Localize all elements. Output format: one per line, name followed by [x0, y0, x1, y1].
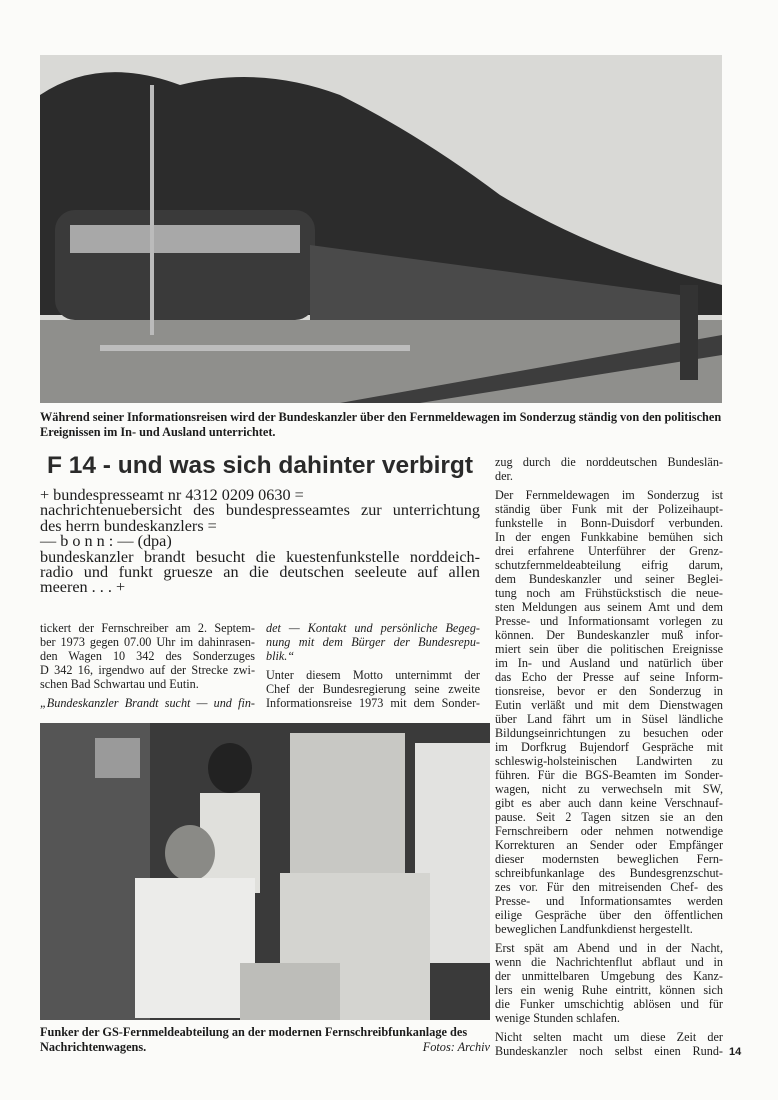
article-column-3 — [495, 455, 723, 1063]
text-line: In der engen Funkkabine bemühen sich — [495, 530, 723, 544]
text-line: ber 1973 gegen 07.00 Uhr im dahinrasen- — [40, 635, 255, 649]
train-photo — [40, 55, 722, 403]
text-line: Nicht selten macht um diese Zeit der — [495, 1030, 723, 1044]
text-line: „Bundeskanzler Brandt sucht — und fin- — [40, 696, 255, 710]
text-line: ständig über Funk mit der Polizeihaupt- — [495, 502, 723, 516]
text-line: sten Meldungen aus seinem Amt und dem — [495, 600, 723, 614]
text-line: Der Fernmeldewagen im Sonderzug ist — [495, 488, 723, 502]
text-line: zes vor. Für den mitreisenden Chef- des — [495, 880, 723, 894]
paragraph — [40, 547, 480, 597]
text-line: schleswig-holsteinischen Landwirten zu — [495, 754, 723, 768]
text-line: im In- und Ausland und natürlich über — [495, 656, 723, 670]
text-line: radio und funkt gruesze an die deutschen seeleute auf allen — [40, 562, 480, 581]
text-line: des herrn bundeskanzlers = — [40, 516, 217, 535]
paragraph — [495, 941, 723, 1025]
text-line: eilige Gespräche über den öffentlichen — [495, 908, 723, 922]
photo-credit: Fotos: Archiv — [422, 1039, 490, 1054]
photo-caption: Während seiner Informationsreisen wird der Bundeskanzler über den Fernmeldewagen im Sonderzug ständig von den politischen Ereignissen im In- und Ausland unterrichtet. — [40, 410, 722, 439]
page-number: 14 — [729, 1046, 742, 1058]
text-line: Eutin verläßt und mit dem Dienstwagen — [495, 698, 723, 712]
text-line: schutzfernmeldeabteilung eifrig darum, — [495, 558, 723, 572]
text-line: der unmittelbaren Umgebung des Kanz- — [495, 969, 723, 983]
text-line: Presse- und Informationsamtes werden — [495, 894, 723, 908]
paragraph — [266, 621, 480, 663]
text-line: Chef der Bundesregierung seine zweite — [266, 682, 480, 696]
text-line: Presse- und Informationsamt vorlegen zu — [495, 614, 723, 628]
paragraph — [495, 488, 723, 936]
paragraph — [40, 696, 255, 710]
text-line: nung mit dem Bürger der Bundesrepu- — [266, 635, 480, 649]
text-line: Informationsreise 1973 mit dem Sonder- — [266, 696, 480, 710]
article-title: F 14 - und was sich dahinter verbirgt — [46, 452, 474, 479]
radio-operators-photo — [40, 723, 490, 1020]
text-line: können. Der Bundeskanzler muß infor- — [495, 628, 723, 642]
paragraph — [40, 503, 480, 534]
article-column-2 — [266, 621, 480, 715]
text-line: tung noch am Frühstückstisch die neue- — [495, 586, 723, 600]
text-line: die Funker umschichtig ablösen und für — [495, 997, 723, 1011]
text-line: bundeskanzler brandt besucht die kuestenfunkstelle norddeich- — [40, 547, 480, 566]
text-line: zug durch die norddeutschen Bundeslän- — [495, 455, 723, 469]
text-line: Bundeskanzler noch selbst einen Rund- — [495, 1044, 723, 1058]
text-line: Erst spät am Abend und in der Nacht, — [495, 941, 723, 955]
paragraph — [495, 1030, 723, 1058]
caption-text: Funker der GS-Fernmeldeabteilung an der modernen Fernschreibfunkanlage des Nachrichtenwagens. — [40, 1025, 468, 1054]
train-photo-image — [40, 55, 722, 403]
text-line: dem Bundeskanzler und seiner Beglei- — [495, 572, 723, 586]
paragraph — [40, 621, 255, 691]
telex-message — [40, 488, 480, 596]
radio-operators-photo-image — [40, 723, 490, 1020]
text-line: im Dorfkrug Bujendorf Gespräche mit — [495, 740, 723, 754]
text-line: dieser modernsten beweglichen Fern- — [495, 852, 723, 866]
text-line: schen Bad Schwartau und Eutin. — [40, 677, 199, 691]
text-line: blik.“ — [266, 649, 295, 663]
text-line: schreibfunkanlage des Bundesgrenzschut- — [495, 866, 723, 880]
text-line: pause. Seit 2 Tagen sitzen sie an den — [495, 810, 723, 824]
text-line: gibt es aber auch dann keine Verschnauf- — [495, 796, 723, 810]
text-line: beweglichen Landfunkdienst hergestellt. — [495, 922, 693, 936]
text-line: miert sein über die politischen Ereignisse — [495, 642, 723, 656]
article-column-1 — [40, 621, 255, 715]
text-line: den Wagen 10 342 des Sonderzuges — [40, 649, 255, 663]
text-line: Fernschreibern oder nehmen notwendige — [495, 824, 723, 838]
text-line: führen. Für die BGS-Beamten im Sonder- — [495, 768, 723, 782]
paragraph — [266, 668, 480, 710]
text-line: Korrekturen an Sender oder Empfänger — [495, 838, 723, 852]
text-line: drei erfahrene Unterführer der Grenz- — [495, 544, 723, 558]
text-line: + bundespresseamt nr 4312 0209 0630 = — [40, 486, 304, 504]
text-line: lers ein wenig Ruhe eintritt, können sich — [495, 983, 723, 997]
text-line: funkstelle in Bonn-Duisdorf verbunden. — [495, 516, 723, 530]
paragraph — [495, 455, 723, 483]
text-line: das Echo der Presse auf seine Inform- — [495, 670, 723, 684]
text-line: tionsreise, bevor er den Sonderzug in — [495, 684, 723, 698]
text-line: Bildungseinrichtungen zu besuchen oder — [495, 726, 723, 740]
photo-caption — [40, 1025, 490, 1054]
text-line: — b o n n : — (dpa) — [40, 532, 172, 551]
text-line: wagen, nicht zu verwechseln mit SW, — [495, 782, 723, 796]
text-line: tickert der Fernschreiber am 2. Septem- — [40, 621, 255, 635]
text-line: der. — [495, 469, 513, 483]
text-line: meeren . . . + — [40, 578, 126, 597]
text-line: wenn die Nachrichtenflut abflaut und in — [495, 955, 723, 969]
text-line: Unter diesem Motto unternimmt der — [266, 668, 480, 682]
text-line: D 342 16, irgendwo auf der Strecke zwi- — [40, 663, 255, 677]
text-line: wenige Stunden schlafen. — [495, 1011, 620, 1025]
text-line: über Land fährt um in Süsel ländliche — [495, 712, 723, 726]
text-line: nachrichtenuebersicht des bundespresseamtes zur unterrichtung — [40, 501, 480, 520]
text-line: det — Kontakt und persönliche Begeg- — [266, 621, 480, 635]
